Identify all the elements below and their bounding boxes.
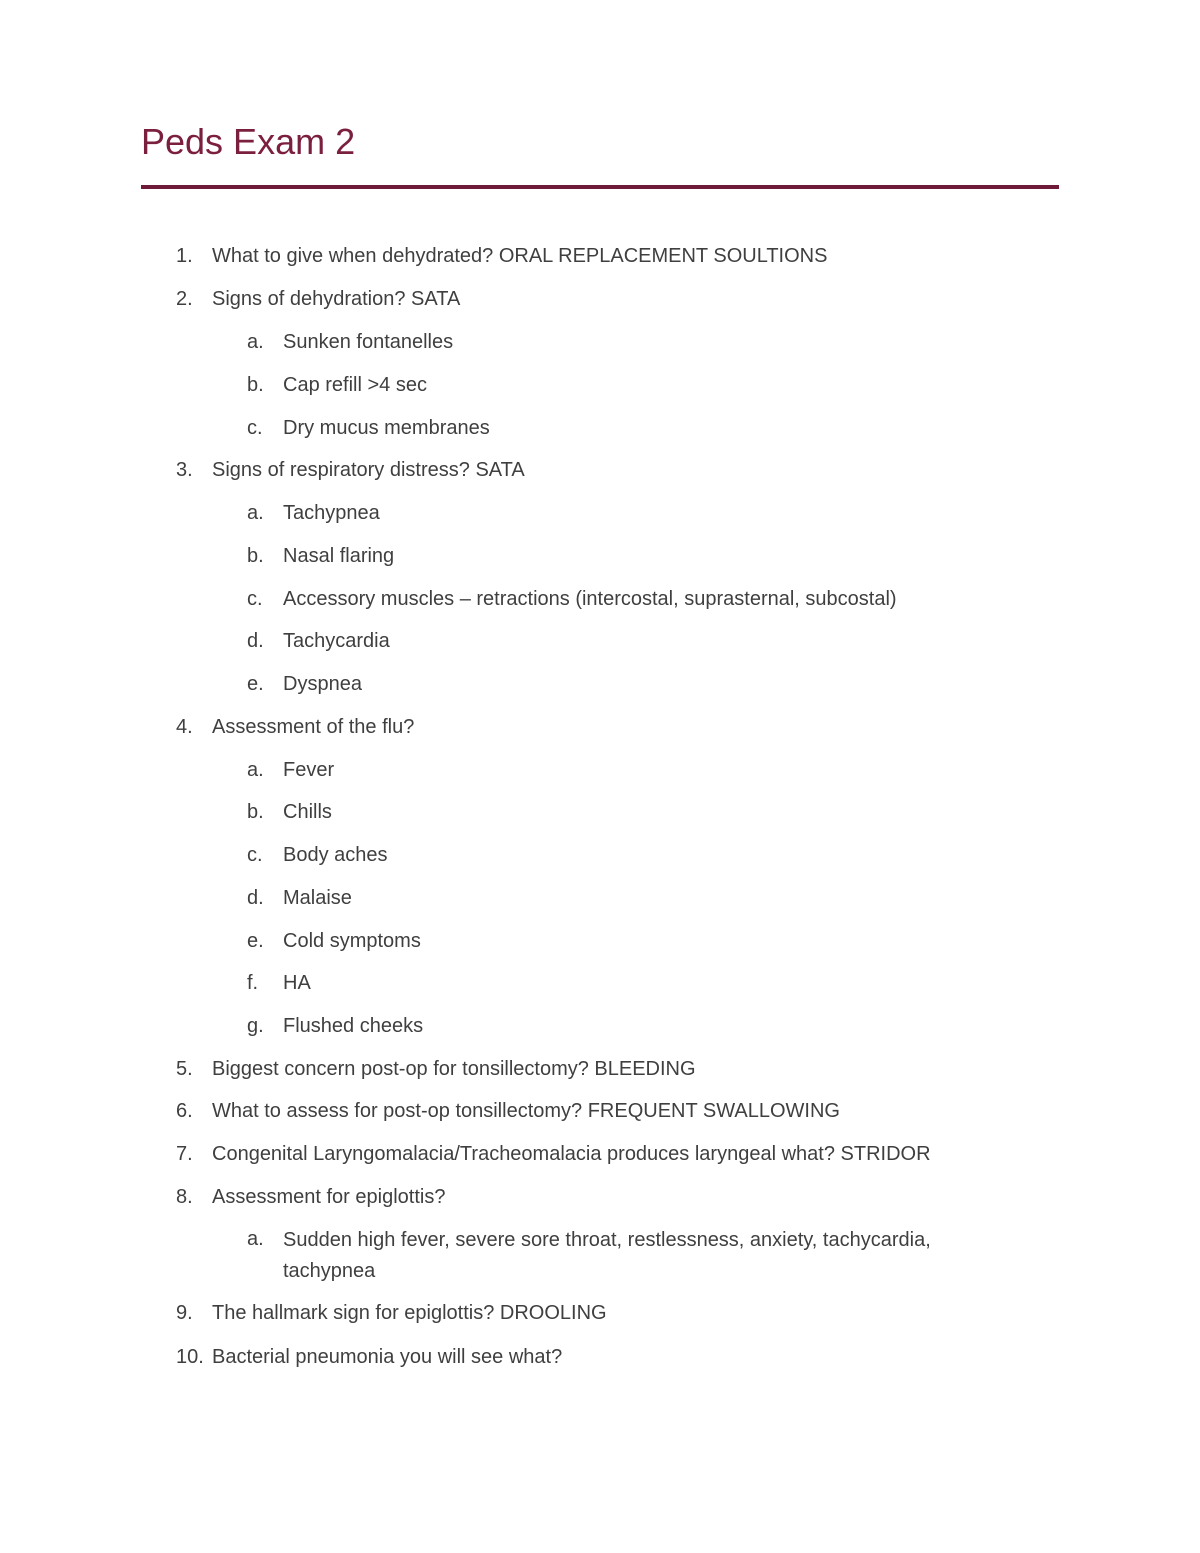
question-text: Biggest concern post-op for tonsillectomy? BLEEDING [212,1058,696,1080]
question-number: 4. [176,716,193,738]
answer-text: Tachycardia [283,630,390,652]
question-number: 8. [176,1186,193,1208]
answer-text: HA [283,972,311,994]
answer-letter: e. [247,673,264,695]
answer-letter: d. [247,630,264,652]
answer-text: Dyspnea [283,673,362,695]
question-text: What to assess for post-op tonsillectomy? FREQUENT SWALLOWING [212,1100,840,1122]
answer-letter: b. [247,801,264,823]
answer-letter: c. [247,844,263,866]
answer-letter: d. [247,887,264,909]
answer-text: Malaise [283,887,352,909]
question-text: The hallmark sign for epiglottis? DROOLING [212,1302,607,1324]
answer-text: Sudden high fever, severe sore throat, restlessness, anxiety, tachycardia, tachypnea [283,1229,931,1282]
question-text: Congenital Laryngomalacia/Tracheomalacia produces laryngeal what? STRIDOR [212,1143,931,1165]
answer-text: Cap refill >4 sec [283,374,427,396]
answer-text: Nasal flaring [283,545,395,567]
question-number: 7. [176,1143,193,1165]
answer-text: Tachypnea [283,502,380,524]
answer-letter: a. [247,759,264,781]
answer-letter: c. [247,417,263,439]
answer-text: Body aches [283,844,388,866]
question-number: 3. [176,459,193,481]
question-text: What to give when dehydrated? ORAL REPLACEMENT SOULTIONS [212,245,828,267]
question-number: 2. [176,288,193,310]
answer-text: Accessory muscles – retractions (intercostal, suprasternal, subcostal) [283,588,897,610]
question-text: Assessment for epiglottis? [212,1186,446,1208]
question-text: Signs of respiratory distress? SATA [212,459,525,481]
answer-text: Sunken fontanelles [283,331,454,353]
answer-letter: f. [247,972,259,994]
answer-text: Flushed cheeks [283,1015,424,1037]
question-text: Signs of dehydration? SATA [212,288,461,310]
answer-letter: a. [247,502,264,524]
answer-letter: g. [247,1015,264,1037]
question-text: Assessment of the flu? [212,716,415,738]
answer-letter: b. [247,545,264,567]
answer-text: Chills [283,801,332,823]
answer-text: Cold symptoms [283,930,421,952]
question-text: Bacterial pneumonia you will see what? [212,1346,563,1368]
answer-letter: a. [247,331,264,353]
answer-letter: a. [247,1228,264,1250]
question-number: 9. [176,1302,193,1324]
answer-letter: e. [247,930,264,952]
answer-text: Dry mucus membranes [283,417,490,439]
question-number: 6. [176,1100,193,1122]
question-number: 10. [176,1346,204,1368]
question-number: 1. [176,245,193,267]
question-number: 5. [176,1058,193,1080]
answer-text: Fever [283,759,335,781]
answer-letter: b. [247,374,264,396]
page-title: Peds Exam 2 [141,121,356,162]
answer-letter: c. [247,588,263,610]
